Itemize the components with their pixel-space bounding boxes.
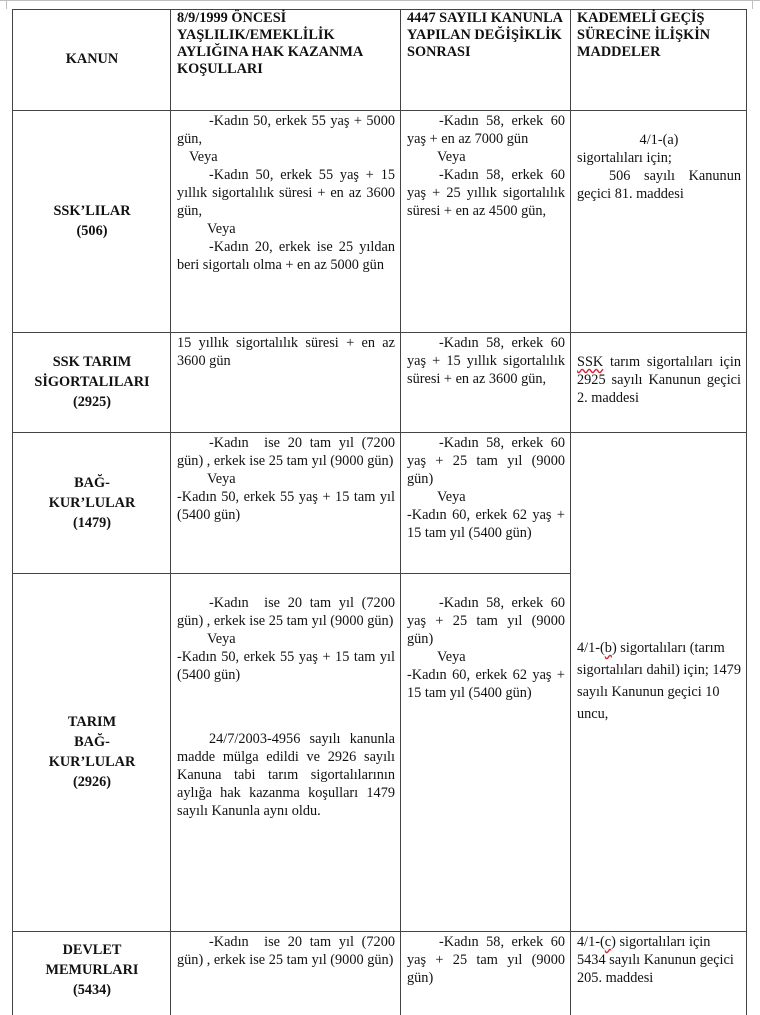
- law-number: (1479): [72, 514, 112, 531]
- condition-text: -Kadın ise 20 tam yıl (7200 gün) , erkek ise 25 tam yıl (9000 gün): [177, 595, 399, 629]
- condition-text: -Kadın 50, erkek 55 yaş + 15 tam yıl (5400 gün): [177, 489, 399, 523]
- table-row-ssk-tarim: [13, 333, 747, 433]
- table-row-devlet: [13, 932, 747, 1015]
- header-kademeli: KADEMELİ GEÇİŞ SÜRECİNE İLİŞKİN MADDELER: [571, 10, 747, 111]
- law-number: (5434): [72, 982, 112, 998]
- article-ref: 4/1-(a): [639, 132, 679, 148]
- law-cell-bagkur: [13, 433, 171, 574]
- spellcheck-word: SSK: [577, 354, 604, 370]
- condition-text: -Kadın 58, erkek 60 yaş + 25 yıllık sigortalılık süresi + en az 4500 gün,: [407, 167, 569, 219]
- law-name: KUR’LULAR: [48, 494, 136, 511]
- article-ref: sigortalıları için;: [577, 150, 672, 166]
- law-number: (2926): [72, 774, 112, 790]
- condition-text: -Kadın 50, erkek 55 yaş + 15 yıllık sigortalılık süresi + en az 3600 gün,: [177, 167, 399, 219]
- kademeli-cell-bagkur: [571, 433, 747, 932]
- veya-text: Veya: [207, 221, 236, 237]
- law-name: DEVLET: [62, 942, 122, 958]
- law-name: BAĞ-: [74, 474, 110, 491]
- law-cell-ssk: [13, 111, 171, 333]
- article-ref: [577, 637, 745, 725]
- condition-text: 15 yıllık sigortalılık süresi + en az 3600 gün: [177, 335, 399, 369]
- veya-text: Veya: [207, 631, 236, 647]
- oncesi-cell-bagkur: [171, 433, 401, 574]
- kademeli-cell-ssk: [571, 111, 747, 333]
- sonrasi-cell-devlet: [401, 932, 571, 1015]
- condition-text: -Kadın 58, erkek 60 yaş + 25 tam yıl (9000 gün): [407, 595, 569, 647]
- spellcheck-word: b: [604, 640, 612, 656]
- article-ref-text: ) sigortalıları için 5434 sayılı Kanunun geçici 205. maddesi: [577, 934, 738, 986]
- law-name: MEMURLARI: [45, 962, 139, 978]
- oncesi-cell-tarim-bagkur: [171, 574, 401, 932]
- law-name: KUR’LULAR: [48, 754, 136, 770]
- page-edge-rule: [0, 0, 760, 1]
- condition-text: -Kadın 20, erkek ise 25 yıldan beri sigortalı olma + en az 5000 gün: [177, 239, 399, 273]
- condition-text: -Kadın 50, erkek 55 yaş + 15 tam yıl (5400 gün): [177, 649, 399, 683]
- law-name: TARIM: [67, 714, 117, 730]
- law-name: SSK TARIM: [52, 354, 132, 370]
- oncesi-cell-devlet: [171, 932, 401, 1015]
- header-sonrasi: 4447 SAYILI KANUNLA YAPILAN DEĞİŞİKLİK SONRASI: [401, 10, 571, 111]
- condition-text: -Kadın ise 20 tam yıl (7200 gün) , erkek ise 25 tam yıl (9000 gün): [177, 435, 399, 469]
- law-cell-tarim-bagkur: [13, 574, 171, 932]
- spacer: [177, 684, 395, 730]
- article-ref-text: ) sigortalıları (tarım sigortalıları dahil) için; 1479 sayılı Kanunun geçici 10 uncu,: [577, 640, 745, 722]
- law-name: SİGORTALILARI: [34, 374, 150, 390]
- law-name: BAĞ-: [74, 734, 110, 750]
- condition-text: -Kadın 58, erkek 60 yaş + 25 tam yıl (9000 gün): [407, 435, 569, 487]
- oncesi-cell-ssk-tarim: [171, 333, 401, 433]
- veya-text: Veya: [437, 489, 466, 505]
- kademeli-cell-devlet: [571, 932, 747, 1015]
- veya-text: Veya: [437, 149, 466, 165]
- article-ref-text: tarım sigortalıları için 2925 sayılı Kanunun geçici 2. maddesi: [577, 354, 745, 406]
- header-kanun: KANUN: [13, 10, 171, 111]
- sonrasi-cell-bagkur: [401, 433, 571, 574]
- sonrasi-cell-tarim-bagkur: [401, 574, 571, 932]
- repeal-note: 24/7/2003-4956 sayılı kanunla madde mülga edildi ve 2926 sayılı Kanuna tabi tarım sigortalılarının aylığa hak kazanma koşulları 1479 sayılı Kanunla aynı oldu.: [177, 731, 399, 819]
- article-ref: [577, 353, 745, 407]
- header-oncesi: 8/9/1999 ÖNCESİ YAŞLILIK/EMEKLİLİK AYLIĞINA HAK KAZANMA KOŞULLARI: [171, 10, 401, 111]
- kademeli-cell-ssk-tarim: [571, 333, 747, 433]
- veya-text: Veya: [437, 649, 466, 665]
- law-cell-ssk-tarim: [13, 333, 171, 433]
- condition-text: -Kadın 58, erkek 60 yaş + 25 tam yıl (9000 gün): [407, 934, 569, 986]
- retirement-conditions-table: [12, 9, 747, 1015]
- spellcheck-word: c: [604, 934, 612, 950]
- law-number: (506): [76, 223, 108, 239]
- condition-text: -Kadın 58, erkek 60 yaş + en az 7000 gün: [407, 113, 569, 147]
- table-row-ssk: [13, 111, 747, 333]
- article-ref: [577, 933, 741, 987]
- veya-text: Veya: [189, 149, 218, 165]
- sonrasi-cell-ssk: [401, 111, 571, 333]
- condition-text: -Kadın 50, erkek 55 yaş + 5000 gün,: [177, 113, 399, 147]
- condition-text: -Kadın ise 20 tam yıl (7200 gün) , erkek ise 25 tam yıl (9000 gün): [177, 934, 399, 968]
- veya-text: Veya: [207, 471, 236, 487]
- law-name: SSK’LILAR: [53, 203, 131, 219]
- article-ref: 506 sayılı Kanunun geçici 81. maddesi: [577, 168, 745, 202]
- margin-tick-right: [752, 0, 753, 9]
- condition-text: -Kadın 60, erkek 62 yaş + 15 tam yıl (5400 gün): [407, 667, 569, 701]
- law-cell-devlet: [13, 932, 171, 1015]
- table-row-bagkur: [13, 433, 747, 574]
- margin-tick-left: [6, 0, 7, 9]
- condition-text: -Kadın 60, erkek 62 yaş + 15 tam yıl (5400 gün): [407, 507, 569, 541]
- oncesi-cell-ssk: [171, 111, 401, 333]
- law-number: (2925): [72, 394, 112, 410]
- article-ref-text: 4/1-(: [577, 934, 605, 950]
- sonrasi-cell-ssk-tarim: [401, 333, 571, 433]
- article-ref-text: 4/1-(: [577, 640, 605, 656]
- header-row: [13, 10, 747, 111]
- condition-text: -Kadın 58, erkek 60 yaş + 15 yıllık sigortalılık süresi + en az 3600 gün,: [407, 335, 569, 387]
